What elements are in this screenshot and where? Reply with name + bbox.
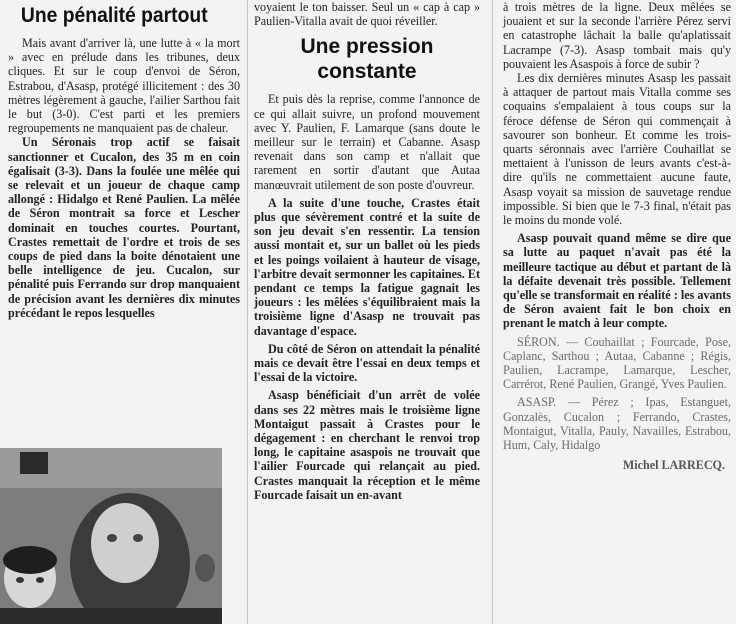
- column-1: [8, 0, 240, 320]
- paragraph: Asasp bénéficiait d'un arrêt de volée dans ses 22 mètres mais le troisième ligne Montaigut passait à Crastes pour le dégagement : en cherchant le renvoi trop long, le capitaine asaspois ne trouvait que l'ailier Fourcade qui relançait au pied. Crastes manquait la réception et le même Fourcade faisait un en-avant: [254, 388, 480, 502]
- column-3: [503, 0, 731, 473]
- paragraph: Asasp pouvait quand même se dire que sa lutte au paquet n'avait pas été la meilleure tactique au début et partant de là la défaite devenait très possible. Tellement qu'elle se transformait en réalité : les avants de Séron avaient fait le bon choix en prenant le match à leur compte.: [503, 231, 731, 331]
- paragraph: Et puis dès la reprise, comme l'annonce de ce qui allait suivre, un profond mouvement avec Y. Paulien, F. Lamarque (sans doute le meilleur sur le terrain) et Cabanne. Asasp revenait dans son camp et n'allait que rarement en sortir d'autant que Autaa manœuvrait utilement de son poste d'ouvreur.: [254, 92, 480, 192]
- paragraph: Du côté de Séron on attendait la pénalité mais ce devait être l'essai en deux temps et l'essai de la victoire.: [254, 341, 480, 385]
- players-photo: [0, 448, 222, 624]
- author-signature: Michel LARRECQ.: [622, 458, 725, 473]
- headline-penalite: Une pénalité partout: [20, 4, 208, 27]
- column-2: [254, 0, 480, 502]
- column-rule: [247, 0, 248, 624]
- lineup-asasp: ASASP. — Pérez ; Ipas, Estanguet, Gonzalès, Cucalon ; Ferrando, Crastes, Montaigut, Vitalla, Pauly, Navailles, Estrabou, Hum, Caly, Hidalgo: [503, 395, 731, 453]
- paragraph: Mais avant d'arriver là, une lutte à « la mort » avec en prélude dans les tribunes, deux cliques. Et sur le coup d'envoi de Séron, Estrabou, d'Asasp, protégé illicitement : des 30 mètres légèrement à gauche, l'ailier Sarthou fait le but (3-0). C'est parti et les premiers regroupements ne manquaient pas de chaleur.: [8, 36, 240, 136]
- headline-pression: Une pression constante: [300, 35, 434, 84]
- paragraph: voyaient le ton baisser. Seul un « cap à cap » Paulien-Vitalla avait de quoi réveiller.: [254, 0, 480, 29]
- paragraph: Les dix dernières minutes Asasp les passait à attaquer de partout mais Vitalla comme ses coquains s'empalaient à tous coups sur la féroce défense de Séron qui commençait à savourer son bonheur. Et comme les trois-quarts séronnais avec l'arrière Couhaillat se mettaient à l'unisson de leurs avants c'est-à-dire qu'ils ne commettaient aucune faute, Asasp voyait sa mission de sauvetage rendue impossible. Si bien que le 7-3 final, n'était pas le moins du monde volé.: [503, 71, 731, 228]
- paragraph: à trois mètres de la ligne. Deux mêlées se jouaient et sur la seconde l'arrière Pérez servi en catastrophe lâchait la balle qu'aplatissait Lacrampe (7-3). Asasp tombait mais qu'y pouvaient les Asaspois à force de subir ?: [503, 0, 731, 71]
- paragraph: Un Séronais trop actif se faisait sanctionner et Cucalon, des 35 m en coin égalisait (3-3). Dans la foulée une mêlée qui se relevait et un joueur de chaque camp allongé : Hidalgo et René Paulien. La mêlée de Séron montrait sa force et Lescher dominait en touches courtes. Pourtant, Crastes remettait de l'ordre et trois de ses coups de pied dans la boite dénotaient une belle intelligence de jeu. Cucalon, sur pénalité puis Ferrando sur drop manquaient de précision avant les dernières dix minutes précédant le repos lesquelles: [8, 135, 240, 320]
- lineup-seron: SÉRON. — Couhaillat ; Fourcade, Pose, Caplanc, Sarthou ; Autaa, Cabanne ; Régis, Paulien, Lacrampe, Lamarque, Lescher, Carrérot, René Paulien, Grangé, Yves Paulien.: [503, 334, 731, 392]
- players-photo-icon: [0, 448, 222, 624]
- column-rule: [492, 0, 493, 624]
- paragraph: A la suite d'une touche, Crastes était plus que sévèrement contré et la suite de son jeu devait s'en ressentir. La tension aussi montait et, sur un ballet où les pieds et les poings voilaient à hauteur de visage, l'arbitre devait sermonner les capitaines. Et pendant ce temps la fatigue gagnait les joueurs : les mêlées s'équilibraient mais la troisième ligne d'Asasp ne trouvait pas davantage d'espace.: [254, 195, 480, 338]
